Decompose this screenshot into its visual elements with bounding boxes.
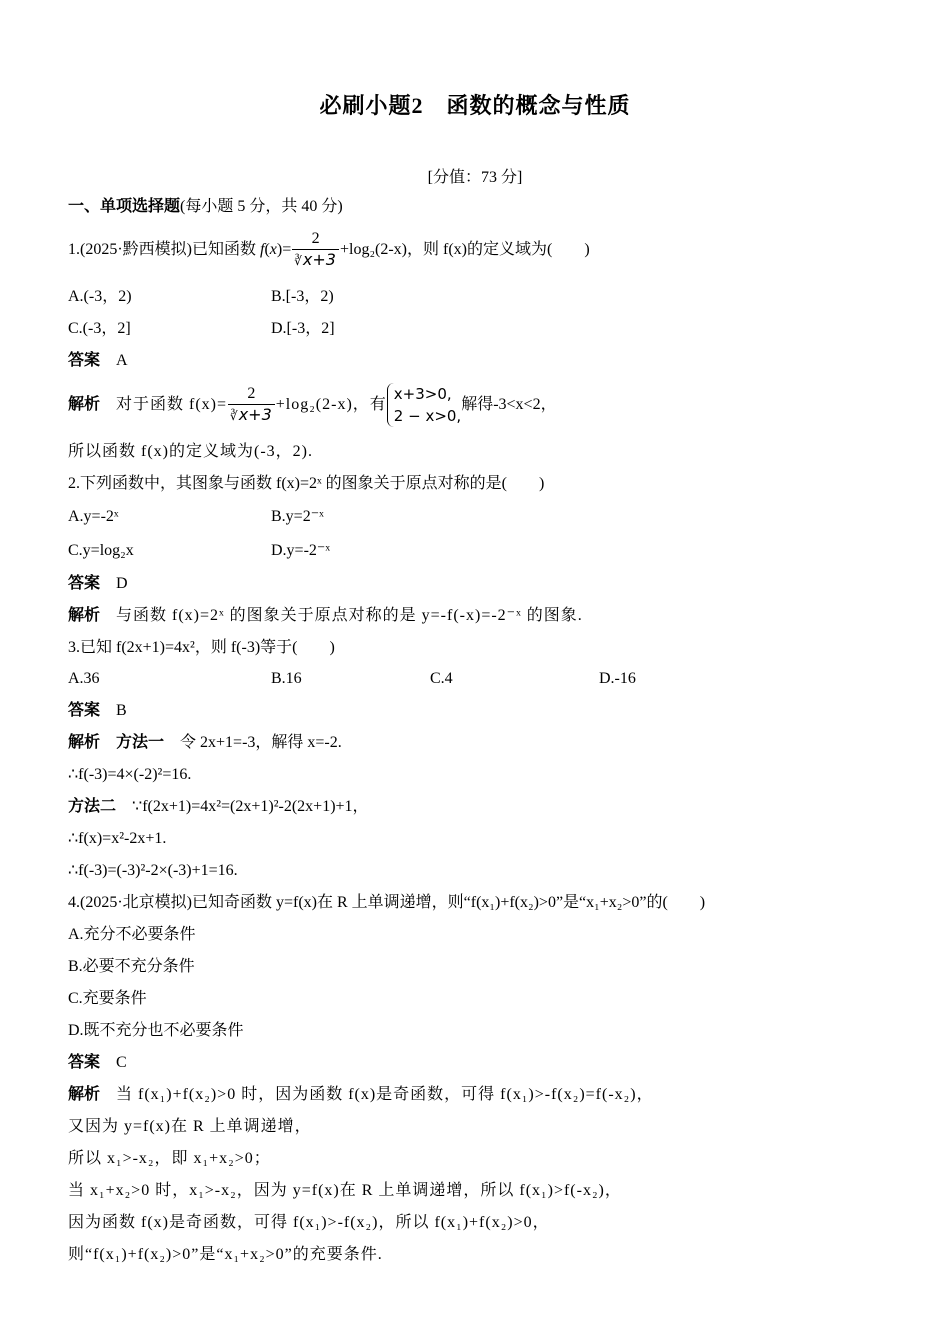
q4-option-c: C.充要条件 bbox=[68, 990, 147, 1007]
page-title: 必刷小题2 函数的概念与性质 bbox=[319, 93, 631, 118]
q4-option-a: A.充分不必要条件 bbox=[68, 926, 196, 943]
q1-suffix: ，则 f(x)的定义域为( ) bbox=[407, 241, 590, 258]
q1-analysis-line2: 所以函数 f(x)的定义域为(-3，2). bbox=[68, 443, 313, 460]
q1-analysis: 解析 对于函数 f(x)= $\frac{2}{∛x+3}$ +log₂(2-x)，有 x+3>0, 2 − x>0, 解得-3<x<2， bbox=[68, 385, 557, 426]
q4-analysis: 解析 当 f(x₁)+f(x₂)>0 时，因为函数 f(x)是奇函数，可得 f(x₁)>-f(x₂)=f(-x₂)， bbox=[68, 1086, 654, 1103]
q1-prefix: 1.(2025·黔西模拟)已知函数 bbox=[68, 241, 260, 258]
q1-fraction: $\frac{2}{∛x+3}$ bbox=[292, 229, 339, 271]
q1-option-b: B.[-3，2) bbox=[271, 288, 334, 305]
q2-option-a: A.y=-2ˣ bbox=[68, 508, 119, 525]
q4-analysis-line4: 当 x₁+x₂>0 时，x₁>-x₂，因为 y=f(x)在 R 上单调递增，所以 f(x₁)>f(-x₂)， bbox=[68, 1182, 622, 1199]
q3-line-a: ∴f(-3)=4×(-2)²=16. bbox=[68, 766, 192, 783]
q4-analysis-line3: 所以 x₁>-x₂，即 x₁+x₂>0； bbox=[68, 1150, 271, 1167]
q2-answer: 答案 D bbox=[68, 575, 128, 592]
q2-option-d: D.y=-2⁻ˣ bbox=[271, 542, 330, 559]
q3-option-d: D.-16 bbox=[599, 670, 636, 687]
q1-analysis-fraction: $\frac{2}{∛x+3}$ bbox=[228, 384, 275, 426]
section-note: (每小题 5 分，共 40 分) bbox=[180, 198, 343, 215]
q3-option-a: A.36 bbox=[68, 670, 100, 687]
question-1-stem: 1.(2025·黔西模拟)已知函数 f(x)= $\frac{2}{∛x+3}$ +log₂(2-x)，则 f(x)的定义域为( ) bbox=[68, 230, 590, 270]
section-heading bbox=[68, 197, 343, 217]
q4-option-b: B.必要不充分条件 bbox=[68, 958, 195, 975]
q3-analysis-method2: 方法二 ∵f(2x+1)=4x²=(2x+1)²-2(2x+1)+1， bbox=[68, 798, 369, 815]
q2-option-c: C.y=log₂x bbox=[68, 542, 134, 559]
question-3-stem: 3.已知 f(2x+1)=4x²，则 f(-3)等于( ) bbox=[68, 639, 335, 656]
question-2-stem: 2.下列函数中，其图象与函数 f(x)=2ˣ 的图象关于原点对称的是( ) bbox=[68, 475, 545, 492]
q4-option-d: D.既不充分也不必要条件 bbox=[68, 1022, 244, 1039]
q1-answer: 答案 A bbox=[68, 352, 128, 369]
q1-inequality-system: x+3>0, 2 − x>0, bbox=[387, 383, 461, 427]
q4-answer: 答案 C bbox=[68, 1054, 127, 1071]
q1-option-a: A.(-3，2) bbox=[68, 288, 132, 305]
score-note: [分值：73 分] bbox=[427, 169, 523, 186]
q3-answer: 答案 B bbox=[68, 702, 127, 719]
q3-option-c: C.4 bbox=[430, 670, 453, 687]
section-label: 一、单项选择题 bbox=[68, 198, 181, 215]
q1-option-c: C.(-3，2] bbox=[68, 320, 131, 337]
q4-analysis-line5: 因为函数 f(x)是奇函数，可得 f(x₁)>-f(x₂)，所以 f(x₁)+f(x₂)>0， bbox=[68, 1214, 550, 1231]
q1-log: +log₂(2-x) bbox=[339, 241, 407, 258]
q1-option-d: D.[-3，2] bbox=[271, 320, 335, 337]
q3-analysis-method1: 解析 方法一 令 2x+1=-3，解得 x=-2. bbox=[68, 734, 342, 751]
q3-line-b: ∴f(x)=x²-2x+1. bbox=[68, 830, 167, 847]
q4-analysis-line2: 又因为 y=f(x)在 R 上单调递增， bbox=[68, 1118, 312, 1135]
q3-option-b: B.16 bbox=[271, 670, 302, 687]
q3-line-c: ∴f(-3)=(-3)²-2×(-3)+1=16. bbox=[68, 862, 238, 879]
q4-analysis-line6: 则“f(x₁)+f(x₂)>0”是“x₁+x₂>0”的充要条件. bbox=[68, 1246, 383, 1263]
q2-option-b: B.y=2⁻ˣ bbox=[271, 508, 324, 525]
q2-analysis: 解析 与函数 f(x)=2ˣ 的图象关于原点对称的是 y=-f(-x)=-2⁻ˣ 的图象. bbox=[68, 607, 583, 624]
question-4-stem: 4.(2025·北京模拟)已知奇函数 y=f(x)在 R 上单调递增，则“f(x₁)+f(x₂)>0”是“x₁+x₂>0”的( ) bbox=[68, 894, 706, 911]
